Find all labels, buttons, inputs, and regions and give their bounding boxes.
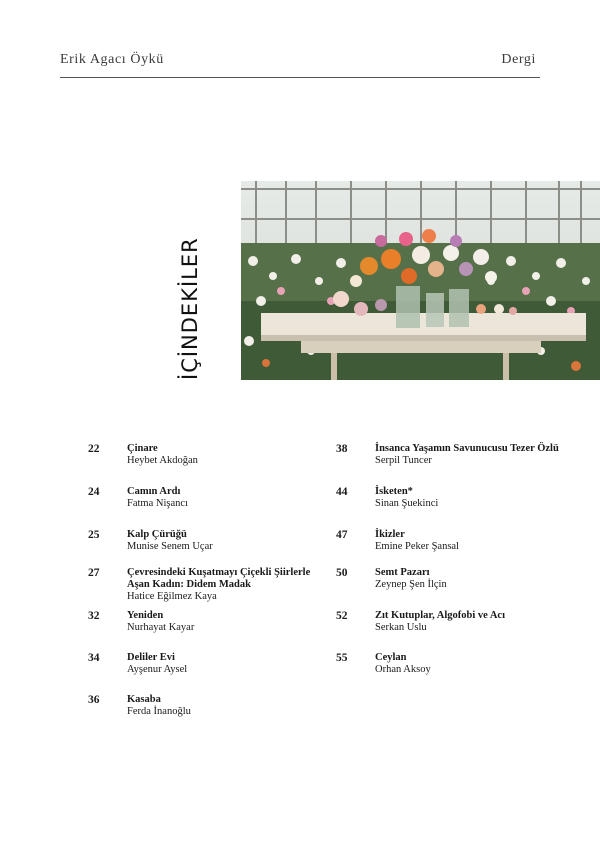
toc-page-number: 38 [336,443,348,455]
toc-page-number: 55 [336,652,348,664]
toc-page-number: 27 [88,567,100,579]
toc-story-title: Ceylan [375,652,407,663]
toc-page-number: 34 [88,652,100,664]
header-divider [60,77,540,78]
toc-author: Hatice Eğilmez Kaya [127,591,217,602]
toc-author: Zeynep Şen İlçin [375,579,447,590]
header-dergi-label: Dergi [501,52,536,67]
greenhouse-flowers-photo [241,181,600,380]
toc-author: Heybet Akdoğan [127,455,198,466]
toc-author: Ayşenur Aysel [127,664,188,675]
toc-page-number: 47 [336,529,348,541]
toc-story-title: Camın Ardı [127,486,181,497]
toc-page-number: 24 [88,486,100,498]
toc-story-title: İsketen* [375,486,413,497]
toc-author: Emine Peker Şansal [375,541,459,552]
toc-page-number: 44 [336,486,348,498]
toc-author: Munise Senem Uçar [127,541,213,552]
toc-page-number: 32 [88,610,100,622]
toc-page-number: 25 [88,529,100,541]
toc-story-title: Kalp Çürüğü [127,529,187,540]
magazine-name: Erik Agacı Öykü [60,52,164,67]
toc-author: Sinan Şuekinci [375,498,439,509]
toc-story-title: İnsanca Yaşamın Savunucusu Tezer Özlü [375,443,559,454]
toc-story-title: Kasaba [127,694,161,705]
toc-author: Serpil Tuncer [375,455,432,466]
toc-author: Serkan Uslu [375,622,427,633]
toc-story-title: İkizler [375,529,405,540]
toc-page-number: 50 [336,567,348,579]
toc-story-title: Zıt Kutuplar, Algofobi ve Acı [375,610,506,621]
toc-story-title: Çevresindeki Kuşatmayı Çiçekli Şiirlerle Aşan Kadın: Didem Madak [127,567,311,590]
toc-story-title: Semt Pazarı [375,567,430,578]
toc-author: Nurhayat Kayar [127,622,195,633]
toc-author: Ferda İnanoğlu [127,706,191,717]
toc-story-title: Deliler Evi [127,652,175,663]
toc-page-number: 52 [336,610,348,622]
toc-page-number: 22 [88,443,100,455]
toc-author: Fatma Nişancı [127,498,188,509]
toc-author: Orhan Aksoy [375,664,431,675]
contents-title: İÇİNDEKİLER [178,237,202,380]
toc-story-title: Yeniden [127,610,164,621]
toc-page-number: 36 [88,694,100,706]
toc-story-title: Çinare [127,443,158,454]
